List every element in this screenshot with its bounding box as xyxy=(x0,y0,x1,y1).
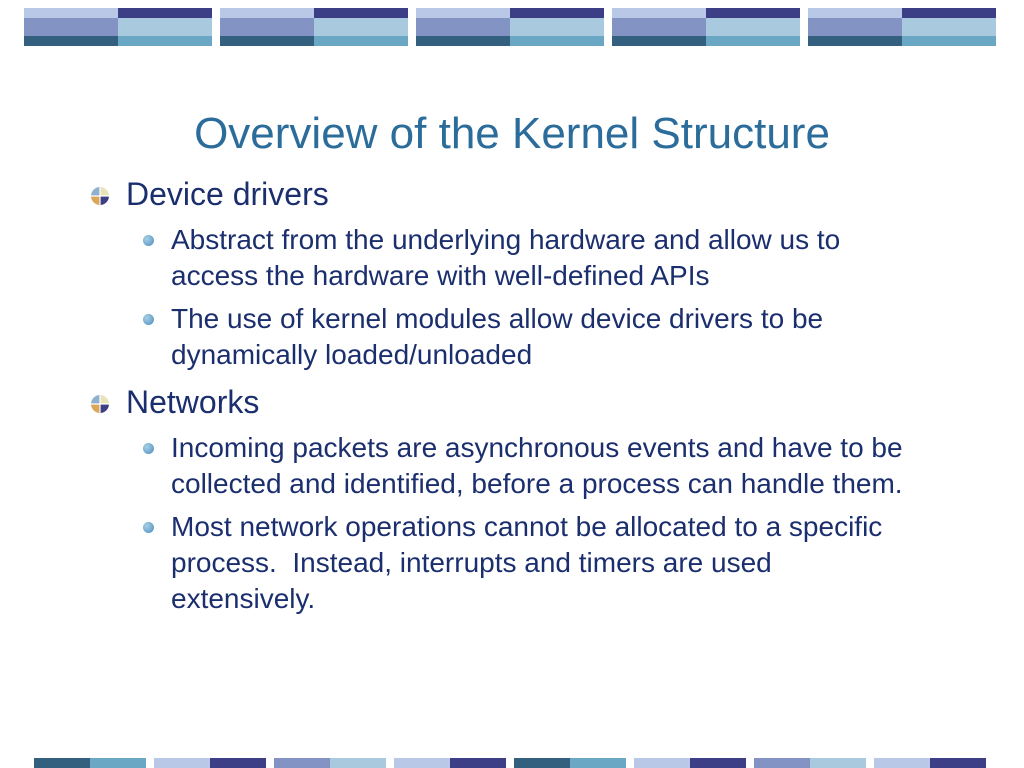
quartered-circle-bullet-icon xyxy=(90,394,110,414)
blue-dot-bullet-icon xyxy=(143,314,154,325)
section-heading-networks xyxy=(86,380,936,424)
list-item xyxy=(86,509,911,617)
top-decorative-band xyxy=(24,8,1000,46)
list-item xyxy=(86,430,911,502)
bottom-band-block xyxy=(634,758,746,768)
bottom-band-block xyxy=(874,758,986,768)
bullet-list xyxy=(86,430,936,617)
list-item-text: Abstract from the underlying hardware and allow us to access the hardware with well-defined APIs xyxy=(171,224,841,291)
bottom-band-block xyxy=(154,758,266,768)
top-band-block xyxy=(24,8,212,46)
section-heading-label: Device drivers xyxy=(126,176,329,212)
slide-body xyxy=(86,172,936,624)
bottom-decorative-band xyxy=(34,758,994,768)
slide-title: Overview of the Kernel Structure xyxy=(194,109,830,158)
list-item xyxy=(86,222,911,294)
list-item-text: Most network operations cannot be allocated to a specific process. Instead, interrupts and timers are used extensively. xyxy=(171,511,891,614)
bottom-band-block xyxy=(394,758,506,768)
bottom-band-block xyxy=(754,758,866,768)
blue-dot-bullet-icon xyxy=(143,522,154,533)
top-band-block xyxy=(808,8,996,46)
top-band-block xyxy=(220,8,408,46)
bottom-band-block xyxy=(34,758,146,768)
top-band-block xyxy=(612,8,800,46)
section-heading-label: Networks xyxy=(126,384,260,420)
list-item xyxy=(86,301,911,373)
list-item-text: Incoming packets are asynchronous events and have to be collected and identified, before a process can handle them. xyxy=(171,432,903,499)
list-item-text: The use of kernel modules allow device drivers to be dynamically loaded/unloaded xyxy=(171,303,824,370)
bottom-band-block xyxy=(274,758,386,768)
blue-dot-bullet-icon xyxy=(143,443,154,454)
quartered-circle-bullet-icon xyxy=(90,186,110,206)
bullet-list xyxy=(86,222,936,373)
top-band-block xyxy=(416,8,604,46)
bottom-band-block xyxy=(514,758,626,768)
section-heading-device-drivers xyxy=(86,172,936,216)
blue-dot-bullet-icon xyxy=(143,235,154,246)
